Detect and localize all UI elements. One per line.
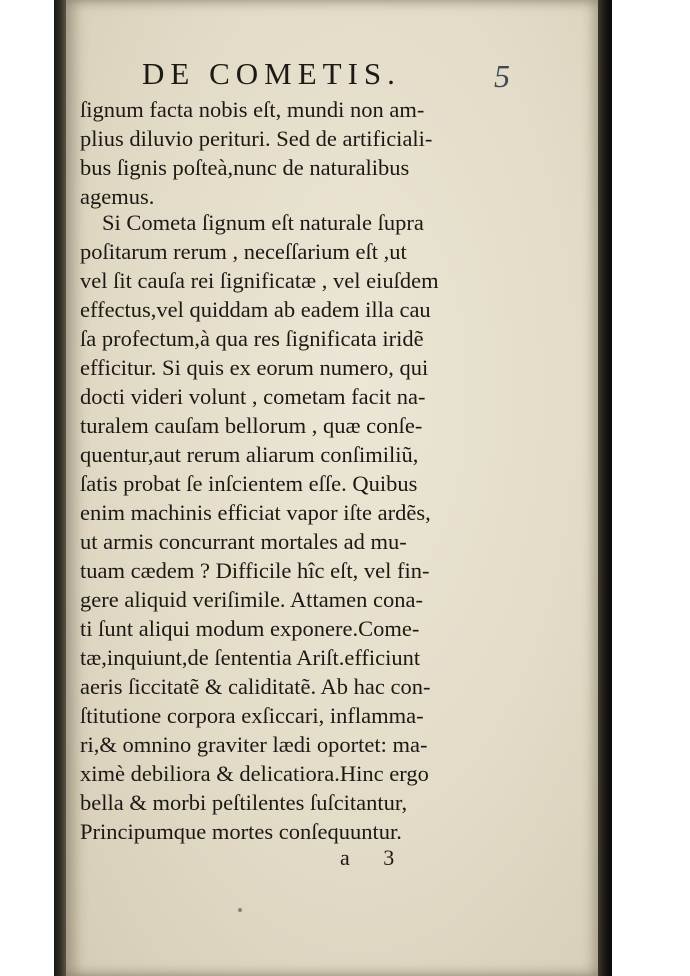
text-line: ſignum facta nobis eſt, mundi non am-	[80, 97, 425, 122]
text-line: docti videri volunt , cometam facit na-	[80, 384, 426, 409]
scan-background-left	[0, 0, 54, 976]
text-line: ximè debiliora & delicatiora.Hinc ergo	[80, 761, 429, 786]
text-line: gere aliquid veriſimile. Attamen cona-	[80, 587, 424, 612]
text-line: bus ſignis poſteà,nunc de naturalibus	[80, 155, 410, 180]
text-line: tuam cædem ? Difficile hîc eſt, vel fin-	[80, 558, 430, 583]
scan-background-right	[612, 0, 690, 976]
text-line: effectus,vel quiddam ab eadem illa cau	[80, 297, 431, 322]
text-line: quentur,aut rerum aliarum conſimiliũ,	[80, 442, 419, 467]
signature-mark: a 3	[340, 845, 409, 870]
text-line: aeris ſiccitatẽ & caliditatẽ. Ab hac con-	[80, 674, 431, 699]
page-number: 5	[494, 58, 510, 94]
text-line: bella & morbi peſtilentes ſuſcitantur,	[80, 790, 408, 815]
text-line: agemus.	[80, 184, 155, 209]
book-right-edge	[598, 0, 612, 976]
text-line: plius diluvio perituri. Sed de artificiali-	[80, 126, 433, 151]
text-line: Si Cometa ſignum eſt naturale ſupra	[102, 210, 424, 235]
text-line: ti ſunt aliqui modum exponere.Come-	[80, 616, 420, 641]
text-line: efficitur. Si quis ex eorum numero, qui	[80, 355, 429, 380]
text-line: tæ,inquiunt,de ſententia Ariſt.efficiunt	[80, 645, 421, 670]
text-line: ſtitutione corpora exſiccari, inflamma-	[80, 703, 424, 728]
book-spine-edge	[54, 0, 66, 976]
text-line: poſitarum rerum , neceſſarium eſt ,ut	[80, 239, 407, 264]
text-line: turalem cauſam bellorum , quæ conſe-	[80, 413, 423, 438]
text-line: ut armis concurrant mortales ad mu-	[80, 529, 407, 554]
paper-speck	[238, 908, 242, 912]
text-line: Principumque mortes conſequuntur.	[80, 819, 402, 844]
text-line: enim machinis efficiat vapor iſte ardẽs,	[80, 500, 431, 525]
text-line: ſatis probat ſe inſcientem eſſe. Quibus	[80, 471, 418, 496]
text-line: ri,& omnino graviter lædi oportet: ma-	[80, 732, 428, 757]
text-line: vel ſit cauſa rei ſignificatæ , vel eiuſdem	[80, 268, 439, 293]
running-head: DE COMETIS.	[142, 56, 401, 91]
text-line: ſa profectum,à qua res ſignificata iridẽ	[80, 326, 424, 351]
